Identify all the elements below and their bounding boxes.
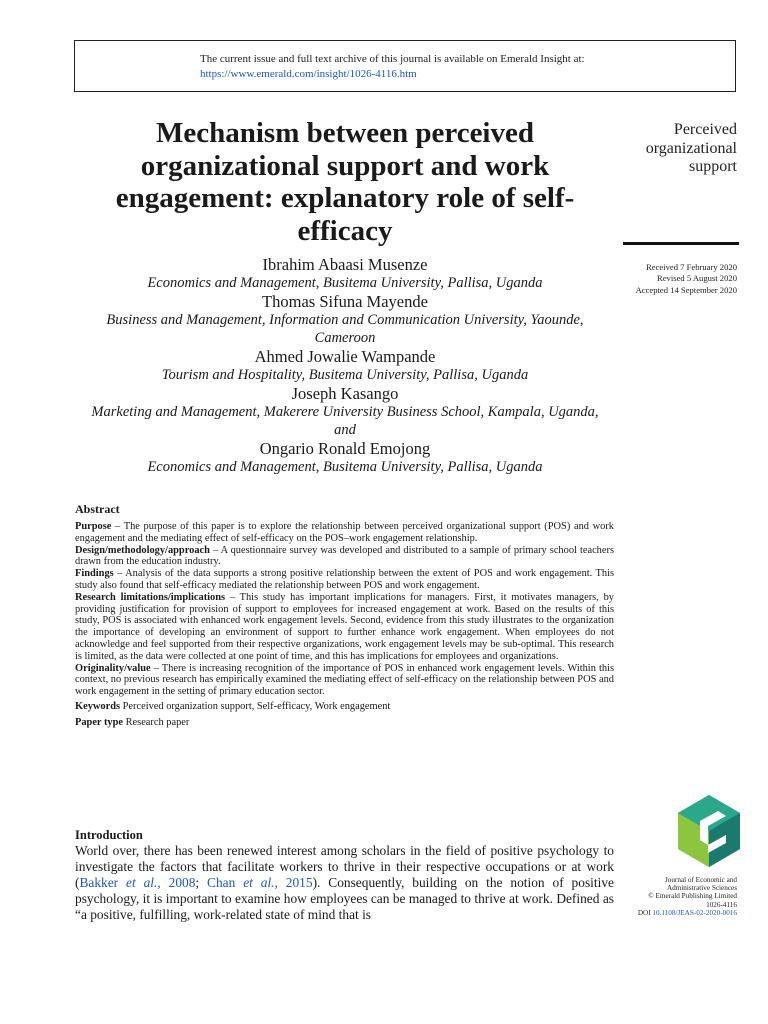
author-name: Ahmed Jowalie Wampande — [254, 347, 436, 366]
side-rule — [623, 242, 739, 245]
journal-name-line1: Journal of Economic and — [664, 876, 737, 884]
abstract-heading: Abstract — [75, 502, 120, 516]
journal-name-line2: Administrative Sciences — [666, 884, 737, 893]
author-affiliation: Tourism and Hospitality, Busitema University, Pallisa, Uganda — [161, 367, 529, 383]
doi-label: DOI — [637, 908, 653, 917]
abstract-keywords — [75, 701, 614, 713]
citation-year: , 2015 — [274, 875, 313, 890]
issn: 1026-4116 — [706, 900, 737, 909]
author-affiliation: Economics and Management, Busitema University, Pallisa, Uganda — [147, 459, 543, 475]
citation-author: Chan — [207, 875, 244, 890]
intro-text: World over, there has been renewed interest among scholars in the field of positive psychology to investigate the factors that facilitate workers to thrive in their respective occupations or at work ( — [75, 843, 614, 890]
citation-chan[interactable] — [207, 875, 313, 890]
intro-text: ). Consequently, building on the notion of positive psychology, it is important to examine how employees can be managed to thrive at work. Defined as “a positive, fulfilling, work-related state of mind that is — [75, 875, 614, 922]
paper-type-text: Research paper — [123, 716, 190, 728]
author-list — [80, 255, 610, 476]
emerald-logo-icon — [678, 795, 740, 867]
author-name: Joseph Kasango — [291, 384, 399, 403]
author-name: Ongario Ronald Emojong — [259, 439, 431, 458]
keywords-text: Perceived organization support, Self-efficacy, Work engagement — [120, 700, 391, 712]
limitations-label: Research limitations/implications — [75, 591, 226, 603]
introduction-paragraph — [75, 843, 614, 923]
accepted-date: Accepted 14 September 2020 — [635, 284, 737, 295]
citation-author: Bakker — [79, 875, 127, 890]
journal-archive-notice-box — [74, 40, 736, 92]
archive-link[interactable]: https://www.emerald.com/insight/1026-4116.htm — [200, 68, 417, 80]
keywords-label: Keywords — [75, 700, 121, 712]
author-affiliation: Marketing and Management, Makerere University Business School, Kampala, Uganda, and — [91, 404, 599, 438]
submission-dates — [590, 262, 737, 296]
journal-info — [600, 876, 737, 917]
introduction-section — [75, 828, 614, 923]
abstract-purpose — [75, 521, 614, 545]
findings-text: – Analysis of the data supports a strong positive relationship between the extent of POS and work engagement. This study also found that self-efficacy mediated the relationship between POS and work engagement. — [75, 568, 614, 591]
limitations-text: – This study has important implications for managers. First, it motivates managers, by providing justification for provision of support to employees for increased engagement at work. Based on the results of this study, POS is associated with enhanced work engagement levels. Second, evidence from this study illustrates to the organization the importance of developing an environment of support to further enhance work engagement. When employees do not acknowledge and feel supported from their respective organizations, work engagement levels may be sub-optimal. This research is limited, as the data were collected at one point of time, and this has implications for employees and organizations. — [75, 591, 614, 662]
citation-year: , 2008 — [157, 875, 196, 890]
citation-etal: et al. — [243, 875, 275, 890]
design-text: – A questionnaire survey was developed and distributed to a sample of primary school teachers drawn from the education industry. — [75, 544, 614, 568]
author-name: Thomas Sifuna Mayende — [262, 292, 428, 311]
abstract-limitations — [75, 592, 614, 663]
received-date: Received 7 February 2020 — [646, 262, 737, 272]
doi-line — [600, 909, 737, 917]
publisher: © Emerald Publishing Limited — [648, 892, 737, 901]
abstract-findings — [75, 568, 614, 592]
author-affiliation: Business and Management, Information and Communication University, Yaounde, Cameroon — [106, 312, 584, 346]
citation-bakker[interactable] — [79, 875, 195, 890]
doi-link[interactable]: 10.1108/JEAS-02-2020-0016 — [652, 908, 737, 917]
originality-label: Originality/value — [75, 662, 151, 674]
design-label: Design/methodology/approach — [75, 544, 210, 556]
findings-label: Findings — [75, 568, 114, 580]
revised-date: Revised 5 August 2020 — [657, 273, 737, 284]
abstract-section — [75, 502, 614, 729]
author-name: Ibrahim Abaasi Musenze — [262, 255, 428, 274]
introduction-heading: Introduction — [75, 828, 143, 842]
citation-etal: et al. — [126, 875, 158, 890]
author-affiliation: Economics and Management, Busitema University, Pallisa, Uganda — [147, 275, 543, 291]
paper-title: Mechanism between perceived organizational support and work engagement: explanatory role of self-efficacy — [115, 117, 575, 247]
originality-text: – There is increasing recognition of the importance of POS in enhanced work engagement levels. Within this context, no previous research has empirically examined the mediating effect of self-efficacy on the relationship between POS and work engagement in the setting of primary education sector. — [75, 662, 614, 698]
purpose-text: – The purpose of this paper is to explore the relationship between perceived organizational support (POS) and work engagement and the mediating effect of self-efficacy on the POS–work engagement relationship. — [75, 521, 614, 544]
citation-separator: ; — [195, 875, 208, 890]
abstract-originality — [75, 663, 614, 698]
archive-notice-text: The current issue and full text archive of this journal is available on Emerald Insight at: — [200, 53, 585, 65]
purpose-label: Purpose — [75, 521, 112, 532]
abstract-design — [75, 545, 614, 569]
paper-type-label: Paper type — [75, 716, 124, 728]
abstract-paper-type — [75, 717, 614, 729]
running-title: Perceived organizational support — [645, 121, 737, 175]
